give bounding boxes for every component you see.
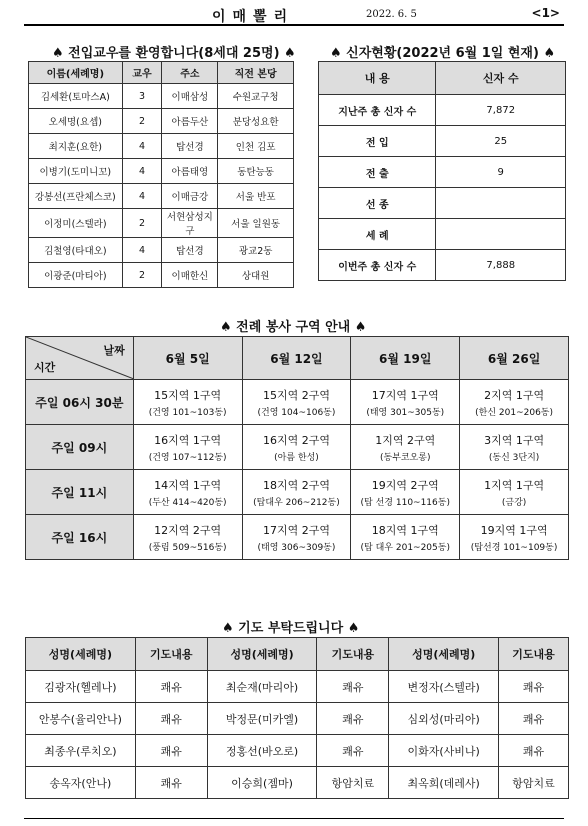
zone-label: 1지역 1구역 xyxy=(484,478,545,492)
prayer-name-cell: 최옥희(데레사) xyxy=(389,767,499,799)
service-time-cell: 주일 11시 xyxy=(26,470,134,515)
service-zone-cell xyxy=(133,470,242,515)
zone-label: 19지역 2구역 xyxy=(371,478,439,492)
believers-label-cell: 세 례 xyxy=(319,219,436,250)
service-zone-cell xyxy=(242,515,351,560)
newcomers-table xyxy=(28,61,294,288)
service-zone-cell xyxy=(460,380,569,425)
bulletin-date: 2022. 6. 5 xyxy=(366,9,417,20)
service-zone-cell xyxy=(242,425,351,470)
newcomers-cell: 김철영(타대오) xyxy=(29,238,123,263)
believers-title: ♠ 신자현황(2022년 6월 1일 현재) ♠ xyxy=(330,46,556,61)
newcomers-cell: 이병기(도미니꼬) xyxy=(29,159,123,184)
prayer-intent-cell: 쾌유 xyxy=(499,735,569,767)
service-corner-cell xyxy=(26,337,134,380)
prayer-name-cell: 심외성(마리아) xyxy=(389,703,499,735)
zone-label: 17지역 2구역 xyxy=(262,523,330,537)
prayer-intent-cell: 쾌유 xyxy=(499,671,569,703)
believers-value-cell: 7,888 xyxy=(436,250,566,281)
prayer-intent-cell: 쾌유 xyxy=(135,767,207,799)
page-number: <1> xyxy=(531,6,560,20)
prayer-name-cell: 안봉수(율리안나) xyxy=(26,703,136,735)
prayer-title: ♠ 기도 부탁드립니다 ♠ xyxy=(222,621,360,636)
bulletin-header xyxy=(24,6,564,26)
newcomers-cell: 탑선경 xyxy=(162,238,218,263)
zone-area: (아름 한성) xyxy=(274,452,319,463)
zone-label: 19지역 1구역 xyxy=(480,523,548,537)
prayer-name-cell: 최종우(루치오) xyxy=(26,735,136,767)
table-row xyxy=(319,157,566,188)
newcomers-cell: 이광준(마티아) xyxy=(29,263,123,288)
prayer-intent-cell: 쾌유 xyxy=(317,703,389,735)
zone-area: (건영 107~112동) xyxy=(148,452,227,463)
table-row xyxy=(26,470,569,515)
newcomers-cell: 서현삼성지구 xyxy=(162,209,218,238)
newcomers-header-cell: 이름(세례명) xyxy=(29,62,123,84)
zone-label: 15지역 2구역 xyxy=(262,388,330,402)
prayer-intent-cell: 항암치료 xyxy=(499,767,569,799)
table-row xyxy=(29,209,294,238)
zone-area: (동신 3단지) xyxy=(488,452,540,463)
newcomers-cell: 서울 일원동 xyxy=(218,209,294,238)
service-zone-cell xyxy=(351,470,460,515)
prayer-name-cell: 송옥자(안나) xyxy=(26,767,136,799)
table-row xyxy=(26,425,569,470)
service-zone-cell xyxy=(351,425,460,470)
believers-table xyxy=(318,61,566,281)
service-date-header: 6월 5일 xyxy=(133,337,242,380)
prayer-header-cell: 성명(세례명) xyxy=(26,638,136,671)
zone-label: 15지역 1구역 xyxy=(154,388,222,402)
newcomers-cell: 탑선경 xyxy=(162,134,218,159)
prayer-name-cell: 변정자(스텔라) xyxy=(389,671,499,703)
prayer-intent-cell: 쾌유 xyxy=(317,735,389,767)
prayer-name-cell: 김광자(헬레나) xyxy=(26,671,136,703)
service-zone-cell xyxy=(133,425,242,470)
newcomers-cell: 오세명(요셉) xyxy=(29,109,123,134)
service-time-cell: 주일 16시 xyxy=(26,515,134,560)
zone-label: 14지역 1구역 xyxy=(154,478,222,492)
service-zone-cell xyxy=(460,425,569,470)
zone-area: (건영 101~103동) xyxy=(148,407,227,418)
table-row xyxy=(26,671,569,703)
newcomers-cell: 2 xyxy=(122,209,162,238)
table-row xyxy=(319,219,566,250)
footer-divider xyxy=(24,818,564,819)
believers-label-cell: 전 입 xyxy=(319,126,436,157)
service-zone-cell xyxy=(242,380,351,425)
believers-label-cell: 지난주 총 신자 수 xyxy=(319,95,436,126)
service-zone-cell xyxy=(351,380,460,425)
newcomers-cell: 3 xyxy=(122,84,162,109)
zone-label: 3지역 1구역 xyxy=(484,433,545,447)
table-row xyxy=(26,380,569,425)
service-date-header: 6월 19일 xyxy=(351,337,460,380)
zone-area: (두산 414~420동) xyxy=(148,497,227,508)
table-row xyxy=(29,84,294,109)
prayer-header-cell: 기도내용 xyxy=(499,638,569,671)
zone-label: 18지역 2구역 xyxy=(262,478,330,492)
newcomers-cell: 상대원 xyxy=(218,263,294,288)
prayer-name-cell: 박정문(미카엘) xyxy=(207,703,317,735)
believers-value-cell: 7,872 xyxy=(436,95,566,126)
believers-value-cell: 25 xyxy=(436,126,566,157)
prayer-intent-cell: 쾌유 xyxy=(135,703,207,735)
table-row xyxy=(29,184,294,209)
newcomers-cell: 인천 김포 xyxy=(218,134,294,159)
prayer-intent-cell: 쾌유 xyxy=(317,671,389,703)
prayer-header-cell: 기도내용 xyxy=(135,638,207,671)
newcomers-header-cell: 주소 xyxy=(162,62,218,84)
service-table xyxy=(25,336,569,560)
believers-header-cell: 내 용 xyxy=(319,62,436,95)
prayer-intent-cell: 쾌유 xyxy=(135,735,207,767)
newcomers-cell: 김세환(토마스A) xyxy=(29,84,123,109)
zone-label: 16지역 1구역 xyxy=(154,433,222,447)
believers-value-cell: 9 xyxy=(436,157,566,188)
newcomers-cell: 이매한신 xyxy=(162,263,218,288)
newcomers-header-cell: 직전 본당 xyxy=(218,62,294,84)
zone-area: (금강) xyxy=(501,497,527,508)
zone-area: (풍림 509~516동) xyxy=(148,542,227,553)
prayer-name-cell: 최순재(마리아) xyxy=(207,671,317,703)
zone-area: (태영 306~309동) xyxy=(257,542,336,553)
zone-label: 1지역 2구역 xyxy=(375,433,436,447)
newcomers-cell: 4 xyxy=(122,159,162,184)
believers-value-cell xyxy=(436,188,566,219)
zone-label: 17지역 1구역 xyxy=(371,388,439,402)
table-row xyxy=(29,109,294,134)
table-row xyxy=(319,95,566,126)
service-zone-cell xyxy=(242,470,351,515)
prayer-intent-cell: 쾌유 xyxy=(135,671,207,703)
prayer-header-cell: 기도내용 xyxy=(317,638,389,671)
table-row xyxy=(29,159,294,184)
newcomers-cell: 서울 반포 xyxy=(218,184,294,209)
zone-area: (태영 301~305동) xyxy=(366,407,445,418)
prayer-name-cell: 이화자(사비나) xyxy=(389,735,499,767)
newcomers-cell: 4 xyxy=(122,238,162,263)
newcomers-cell: 4 xyxy=(122,134,162,159)
table-row xyxy=(26,703,569,735)
zone-label: 12지역 2구역 xyxy=(154,523,222,537)
believers-label-cell: 선 종 xyxy=(319,188,436,219)
service-zone-cell xyxy=(460,515,569,560)
table-row xyxy=(319,250,566,281)
believers-header-cell: 신자 수 xyxy=(436,62,566,95)
newcomers-cell: 수원교구청 xyxy=(218,84,294,109)
zone-area: (탑선경 101~109동) xyxy=(470,542,558,553)
newcomers-cell: 이매삼성 xyxy=(162,84,218,109)
service-date-header: 6월 12일 xyxy=(242,337,351,380)
service-zone-cell xyxy=(133,380,242,425)
prayer-name-cell: 정홍선(바오로) xyxy=(207,735,317,767)
newcomers-cell: 2 xyxy=(122,109,162,134)
corner-label-date: 날짜 xyxy=(103,344,125,357)
newcomers-title: ♠ 전입교우를 환영합니다(8세대 25명) ♠ xyxy=(52,46,296,61)
table-row xyxy=(319,126,566,157)
prayer-header-cell: 성명(세례명) xyxy=(207,638,317,671)
zone-label: 16지역 2구역 xyxy=(262,433,330,447)
newcomers-cell: 동탄능동 xyxy=(218,159,294,184)
zone-area: (탑대우 206~212동) xyxy=(253,497,340,508)
prayer-intent-cell: 쾌유 xyxy=(499,703,569,735)
service-zone-cell xyxy=(133,515,242,560)
service-time-cell: 주일 09시 xyxy=(26,425,134,470)
newcomers-cell: 분당성요한 xyxy=(218,109,294,134)
service-zone-cell xyxy=(351,515,460,560)
newcomers-header-cell: 교우 xyxy=(122,62,162,84)
service-zone-cell xyxy=(460,470,569,515)
zone-area: (탑 대우 201~205동) xyxy=(360,542,450,553)
service-date-header: 6월 26일 xyxy=(460,337,569,380)
table-row xyxy=(26,515,569,560)
zone-area: (동부코오롱) xyxy=(380,452,431,463)
table-row xyxy=(29,134,294,159)
believers-value-cell xyxy=(436,219,566,250)
zone-area: (한신 201~206동) xyxy=(475,407,554,418)
newcomers-cell: 2 xyxy=(122,263,162,288)
service-time-cell: 주일 06시 30분 xyxy=(26,380,134,425)
newcomers-cell: 이정미(스텔라) xyxy=(29,209,123,238)
newcomers-cell: 광교2동 xyxy=(218,238,294,263)
table-row xyxy=(319,188,566,219)
zone-label: 18지역 1구역 xyxy=(371,523,439,537)
corner-label-time: 시간 xyxy=(34,361,56,374)
newcomers-cell: 이매금강 xyxy=(162,184,218,209)
bulletin-title: 이매뽈리 xyxy=(212,9,295,25)
newcomers-cell: 강봉선(프란체스코) xyxy=(29,184,123,209)
zone-label: 2지역 1구역 xyxy=(484,388,545,402)
believers-label-cell: 이번주 총 신자 수 xyxy=(319,250,436,281)
zone-area: (건영 104~106동) xyxy=(257,407,336,418)
newcomers-cell: 4 xyxy=(122,184,162,209)
prayer-header-cell: 성명(세례명) xyxy=(389,638,499,671)
zone-area: (탑 선경 110~116동) xyxy=(360,497,450,508)
table-row xyxy=(26,767,569,799)
newcomers-cell: 아름태영 xyxy=(162,159,218,184)
prayer-table xyxy=(25,637,569,799)
prayer-intent-cell: 항암치료 xyxy=(317,767,389,799)
service-title: ♠ 전례 봉사 구역 안내 ♠ xyxy=(220,320,367,335)
prayer-name-cell: 이승희(젬마) xyxy=(207,767,317,799)
believers-label-cell: 전 출 xyxy=(319,157,436,188)
table-row xyxy=(26,735,569,767)
table-row xyxy=(29,263,294,288)
table-row xyxy=(29,238,294,263)
newcomers-cell: 아름두산 xyxy=(162,109,218,134)
newcomers-cell: 최지훈(요한) xyxy=(29,134,123,159)
